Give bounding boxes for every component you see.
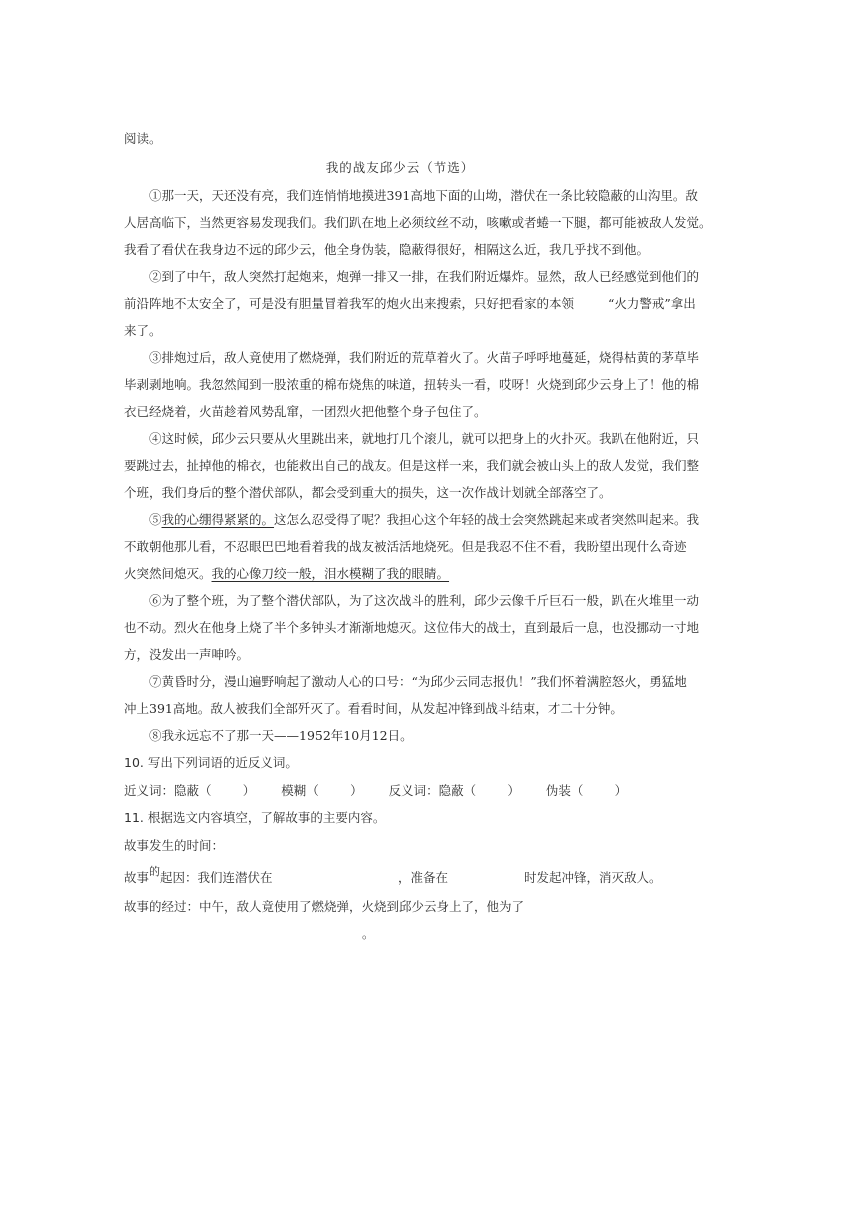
p1-line2: 人居高临下，当然更容易发现我们。我们趴在地上必须纹丝不动，咳嗽或者蜷一下腿，都可能被敌人发觉。	[124, 215, 712, 230]
p7-line2: 冲上391高地。敌人被我们全部歼灭了。看看时间，从发起冲锋到战斗结束，才二十分钟。	[124, 701, 623, 716]
question-11: 11. 根据选文内容填空，了解故事的主要内容。	[124, 810, 386, 825]
p1-line3: 我看了看伏在我身边不远的邱少云，他全身伪装，隐蔽得很好，相隔这么近，我几乎找不到他。	[124, 242, 650, 257]
question-10-items	[124, 783, 627, 799]
word-disguise: 伪装	[545, 783, 571, 798]
p5-underlined-sentence-1: 我的心绷得紧紧的。	[161, 512, 275, 527]
p4-line1: ④这时候，邱少云只要从火里跳出来，就地打几个滚儿，就可以把身上的火扑灭。我趴在他附近，只	[149, 431, 700, 446]
p5-num: ⑤	[149, 512, 162, 527]
question-10: 10. 写出下列词语的近反义词。	[124, 755, 298, 770]
answer-blank-2[interactable]: （ ）	[306, 783, 363, 798]
p3-line1: ③排炮过后，敌人竟使用了燃烧弹，我们附近的荒草着火了。火苗子呼呼地蔓延，烧得枯黄的茅草毕	[149, 350, 700, 365]
cause-superscript: 的	[149, 865, 161, 878]
cause-prefix: 故事	[124, 870, 150, 885]
p5-line1	[149, 512, 699, 528]
p5-line2: 不敢朝他那儿看，不忍眼巴巴地看着我的战友被活活地烧死。但是我忍不住不看，我盼望出现什么奇迹	[124, 539, 687, 554]
p7-line1: ⑦黄昏时分，漫山遍野响起了激动人心的口号：“为邱少云同志报仇！”我们怀着满腔怒火，勇猛地	[149, 674, 687, 689]
p6-line1: ⑥为了整个班，为了整个潜伏部队，为了这次战斗的胜利，邱少云像千斤巨石一般，趴在火堆里一动	[149, 593, 700, 608]
p5-line3	[124, 566, 449, 582]
antonym-label: 反义词：	[388, 783, 439, 798]
p8-line1: ⑧我永远忘不了那一天——1952年10月12日。	[149, 728, 413, 743]
cause-blank-1-suffix: ，准备在	[398, 870, 449, 885]
answer-blank-3[interactable]: （ ）	[463, 783, 520, 798]
word-hidden-2: 隐蔽	[438, 783, 464, 798]
word-hidden: 隐蔽	[174, 783, 200, 798]
p3-line2: 毕剥剥地响。我忽然闻到一股浓重的棉布烧焦的味道，扭转头一看，哎呀！火烧到邱少云身上了！他的棉	[124, 377, 700, 392]
p3-line3: 衣已经烧着，火苗趁着风势乱窜，一团烈火把他整个身子包住了。	[124, 404, 487, 419]
p5-line1-rest: 这怎么忍受得了呢？我担心这个年轻的战士会突然跳起来或者突然叫起来。我	[274, 512, 700, 527]
p2-line1: ②到了中午，敌人突然打起炮来，炮弹一排又一排，在我们附近爆炸。显然，敌人已经感觉到他们的	[149, 269, 700, 284]
p6-line3: 方，没发出一声呻吟。	[124, 647, 250, 662]
p2-line2	[124, 296, 696, 312]
p6-line2: 也不动。烈火在他身上烧了半个多钟头才渐渐地熄灭。这位伟大的战士，直到最后一息，也没挪动一寸地	[124, 620, 700, 635]
p5-line3-text: 火突然间熄灭。	[124, 566, 212, 581]
answer-blank-1[interactable]: （ ）	[199, 783, 256, 798]
p2-line2-text: 前沿阵地不太安全了，可是没有胆量冒着我军的炮火出来搜索，只好把看家的本领	[124, 296, 575, 311]
p2-line3: 来了。	[124, 323, 162, 338]
reading-heading: 阅读。	[124, 131, 162, 146]
word-blurry: 模糊	[281, 783, 307, 798]
p2-line2-quote: “火力警戒”拿出	[608, 296, 696, 311]
end-period: 。	[362, 927, 375, 941]
answer-blank-4[interactable]: （ ）	[570, 783, 628, 798]
p4-line2: 要跳过去，扯掉他的棉衣，也能救出自己的战友。但是这样一来，我们就会被山头上的敌人发觉，我们整	[124, 458, 700, 473]
q11-process: 故事的经过：中午，敌人竟使用了燃烧弹，火烧到邱少云身上了，他为了	[124, 899, 525, 914]
q11-cause	[124, 865, 273, 887]
cause-text: 起因：我们连潜伏在	[160, 870, 273, 885]
p5-underlined-sentence-2: 我的心像刀绞一般，泪水模糊了我的眼睛。	[211, 566, 450, 581]
q11-time-label: 故事发生的时间：	[124, 838, 225, 853]
cause-blank-2-suffix: 时发起冲锋，消灭敌人。	[524, 870, 662, 885]
passage-title: 我的战友邱少云（节选）	[325, 160, 475, 175]
p1-line1: ①那一天，天还没有亮，我们连悄悄地摸进391高地下面的山坳，潜伏在一条比较隐蔽的山沟里。敌	[149, 188, 698, 203]
synonym-label: 近义词：	[124, 783, 175, 798]
p4-line3: 个班，我们身后的整个潜伏部队，都会受到重大的损失，这一次作战计划就全部落空了。	[124, 485, 612, 500]
